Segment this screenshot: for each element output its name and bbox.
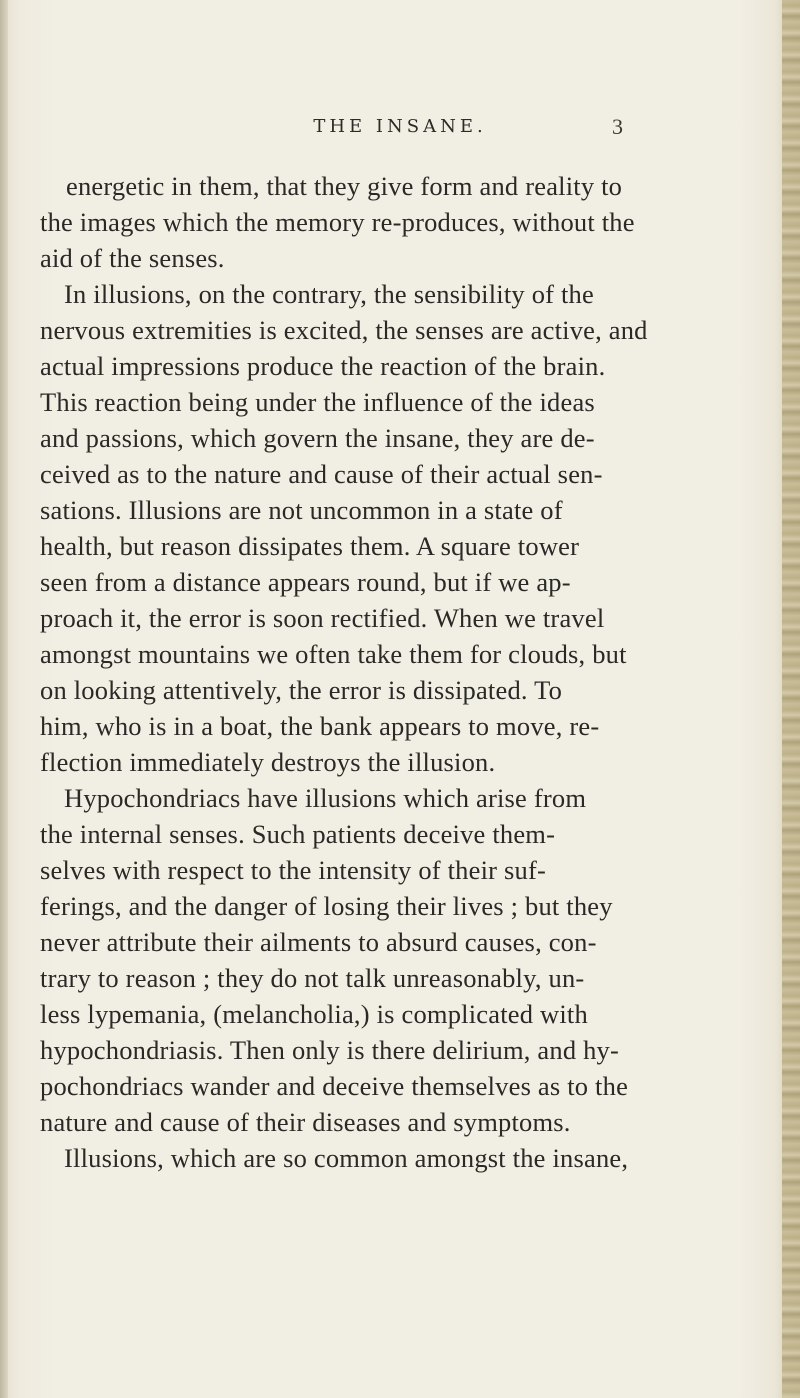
text-line: nature and cause of their diseases and symptoms. [40,1107,571,1137]
page-fore-edge [782,0,800,1398]
page-header [0,116,800,150]
text-line: pochondriacs wander and deceive themselves as to the [40,1071,629,1101]
text-line: the images which the memory re-produces, without the [40,207,635,237]
text-line: energetic in them, that they give form and reality to [66,171,623,201]
text-line: and passions, which govern the insane, they are de- [40,423,595,453]
text-line: less lypemania, (melancholia,) is complicated with [40,999,588,1029]
text-line: Hypochondriacs have illusions which arise from [64,783,587,813]
text-line: health, but reason dissipates them. A square tower [40,531,580,561]
text-line: proach it, the error is soon rectified. When we travel [40,603,605,633]
page-gutter-shadow [0,0,8,1398]
text-line: ceived as to the nature and cause of their actual sen- [40,459,603,489]
text-line: Illusions, which are so common amongst the insane, [64,1143,629,1173]
text-line: never attribute their ailments to absurd causes, con- [40,927,597,957]
text-line: actual impressions produce the reaction of the brain. [40,351,606,381]
text-line: sations. Illusions are not uncommon in a state of [40,495,563,525]
running-head: THE INSANE. [313,116,487,137]
text-line: him, who is in a boat, the bank appears to move, re- [40,711,600,741]
text-line: aid of the senses. [40,243,225,273]
text-line: seen from a distance appears round, but if we ap- [40,567,571,597]
text-line: This reaction being under the influence of the ideas [40,387,595,417]
text-line: nervous extremities is excited, the senses are active, and [40,315,648,345]
text-line: amongst mountains we often take them for clouds, but [40,639,627,669]
text-line: trary to reason ; they do not talk unreasonably, un- [40,963,585,993]
text-line: selves with respect to the intensity of their suf- [40,855,547,885]
page-number: 3 [612,114,623,139]
text-line: the internal senses. Such patients deceive them- [40,819,556,849]
text-line: on looking attentively, the error is dissipated. To [40,675,563,705]
text-line: hypochondriasis. Then only is there delirium, and hy- [40,1035,620,1065]
text-line: In illusions, on the contrary, the sensibility of the [64,279,594,309]
text-line: ferings, and the danger of losing their lives ; but they [40,891,613,921]
text-line: flection immediately destroys the illusion. [40,747,496,777]
